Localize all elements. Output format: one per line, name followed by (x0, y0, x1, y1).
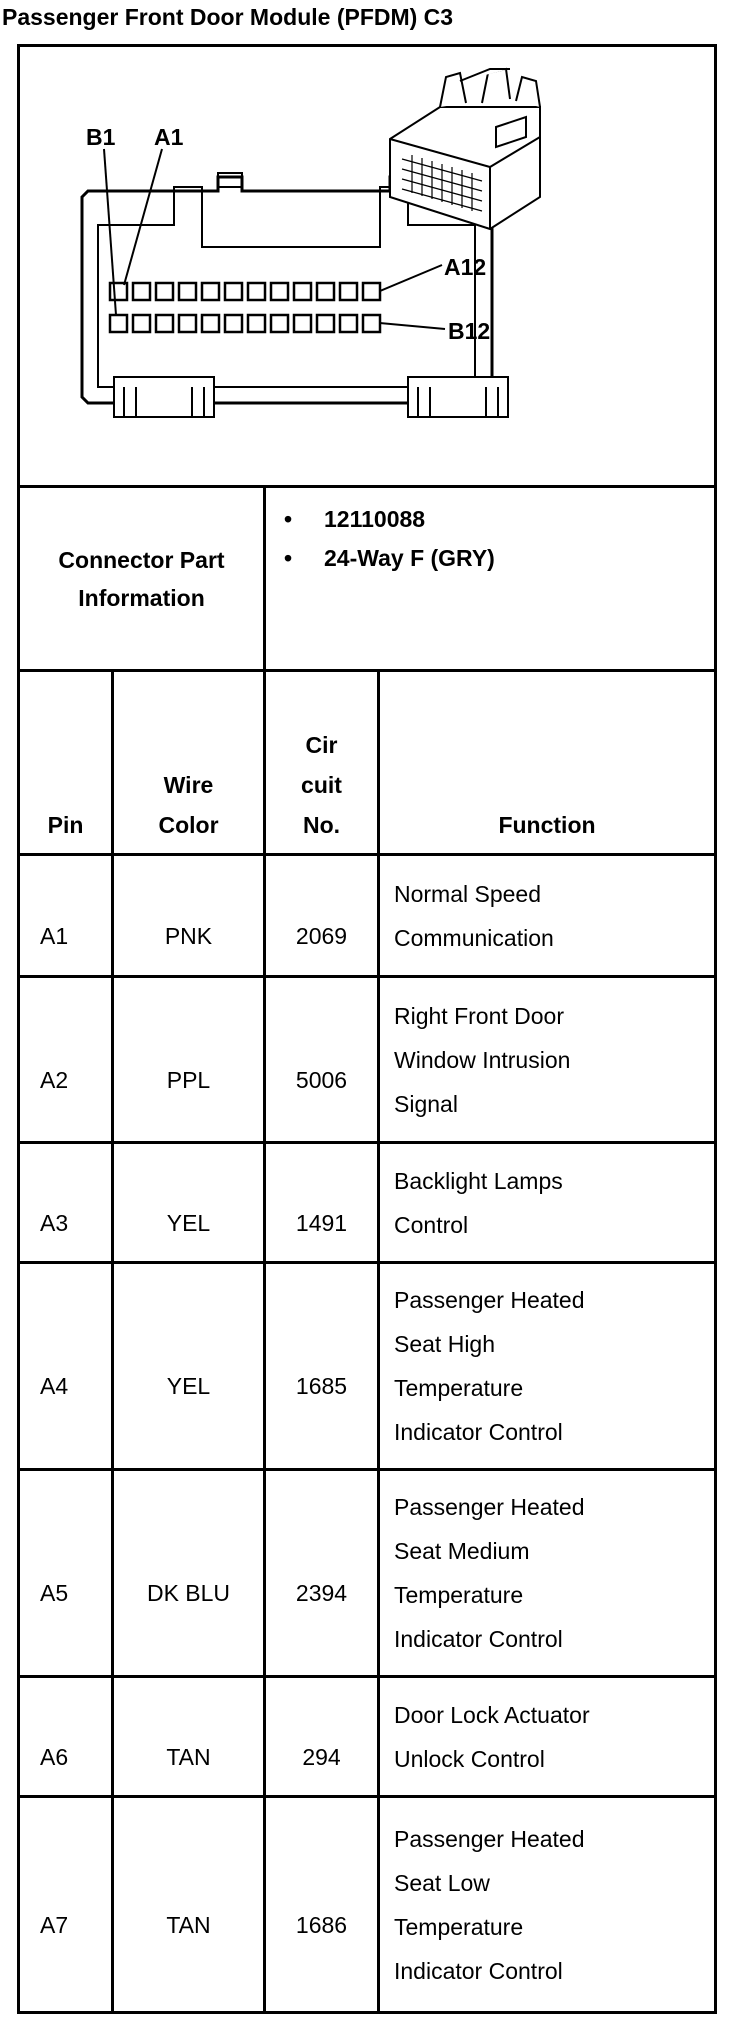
pin-cell: A3 (40, 1209, 69, 1236)
wire-color-cell: YEL (166, 1209, 211, 1236)
list-item: • 12110088 (284, 506, 426, 532)
function-cell (380, 978, 714, 1141)
function-line: Seat High (394, 1331, 496, 1357)
circuit-cell: 294 (302, 1743, 341, 1770)
function-line: Unlock Control (394, 1745, 545, 1772)
connector-isometric-sketch (390, 69, 540, 229)
function-line: Passenger Heated (394, 1494, 585, 1520)
circuit-cell: 5006 (295, 1066, 348, 1093)
wire-color-cell: YEL (166, 1373, 211, 1399)
header-wire-color: Wire Color (158, 772, 219, 838)
connector-diagram (20, 47, 714, 484)
header-circuit-no: Cir cuit No. (301, 732, 342, 838)
function-line: Seat Medium (394, 1538, 530, 1564)
pin-cell: A7 (40, 1911, 69, 1938)
label-a1: A1 (154, 124, 184, 150)
function-line: Indicator Control (394, 1419, 563, 1445)
function-cell (380, 1798, 714, 2011)
label-a12: A12 (444, 254, 487, 280)
wire-color-cell: TAN (166, 1743, 211, 1770)
pin-cell: A1 (40, 922, 69, 949)
function-cell (380, 1264, 714, 1468)
pin-cell: A2 (40, 1066, 69, 1093)
wire-color-cell: TAN (166, 1911, 211, 1938)
function-cell (380, 1678, 714, 1795)
function-line: Indicator Control (394, 1957, 563, 1984)
function-line: Door Lock Actuator (394, 1701, 590, 1728)
function-line: Communication (394, 924, 554, 951)
label-b12: B12 (448, 318, 491, 344)
circuit-cell: 2394 (295, 1580, 348, 1606)
function-line: Passenger Heated (394, 1287, 585, 1313)
wire-color-cell: DK BLU (146, 1580, 231, 1606)
circuit-cell: 1685 (295, 1373, 348, 1399)
connector-part-info-values (284, 500, 495, 578)
function-line: Right Front Door (394, 1002, 565, 1029)
wire-color-cell: PNK (164, 922, 213, 949)
list-item: • 24-Way F (GRY) (284, 545, 495, 571)
pin-cell: A6 (40, 1743, 69, 1770)
pin-cavities (110, 283, 380, 332)
circuit-cell: 2069 (295, 922, 348, 949)
circuit-cell: 1686 (295, 1911, 348, 1938)
circuit-cell: 1491 (295, 1209, 348, 1236)
label-b1: B1 (86, 124, 116, 150)
page-title: Passenger Front Door Module (PFDM) C3 (2, 4, 454, 30)
function-line: Backlight Lamps (394, 1167, 563, 1194)
function-line: Seat Low (394, 1869, 490, 1896)
function-line: Temperature (394, 1582, 524, 1608)
function-line: Temperature (394, 1375, 524, 1401)
pin-cell: A4 (40, 1373, 69, 1399)
function-cell (380, 1471, 714, 1675)
function-cell (380, 856, 714, 975)
function-line: Control (394, 1211, 469, 1238)
wire-color-cell: PPL (166, 1066, 211, 1093)
function-line: Passenger Heated (394, 1825, 585, 1852)
function-line: Indicator Control (394, 1626, 563, 1652)
header-function: Function (498, 812, 596, 838)
function-line: Temperature (394, 1913, 524, 1940)
pin-cell: A5 (40, 1580, 69, 1606)
function-cell (380, 1144, 714, 1261)
function-line: Signal (394, 1090, 458, 1117)
connector-part-info-label: Connector Part Information (58, 546, 225, 611)
header-pin: Pin (47, 812, 84, 838)
function-line: Normal Speed (394, 880, 542, 907)
function-line: Window Intrusion (394, 1046, 571, 1073)
